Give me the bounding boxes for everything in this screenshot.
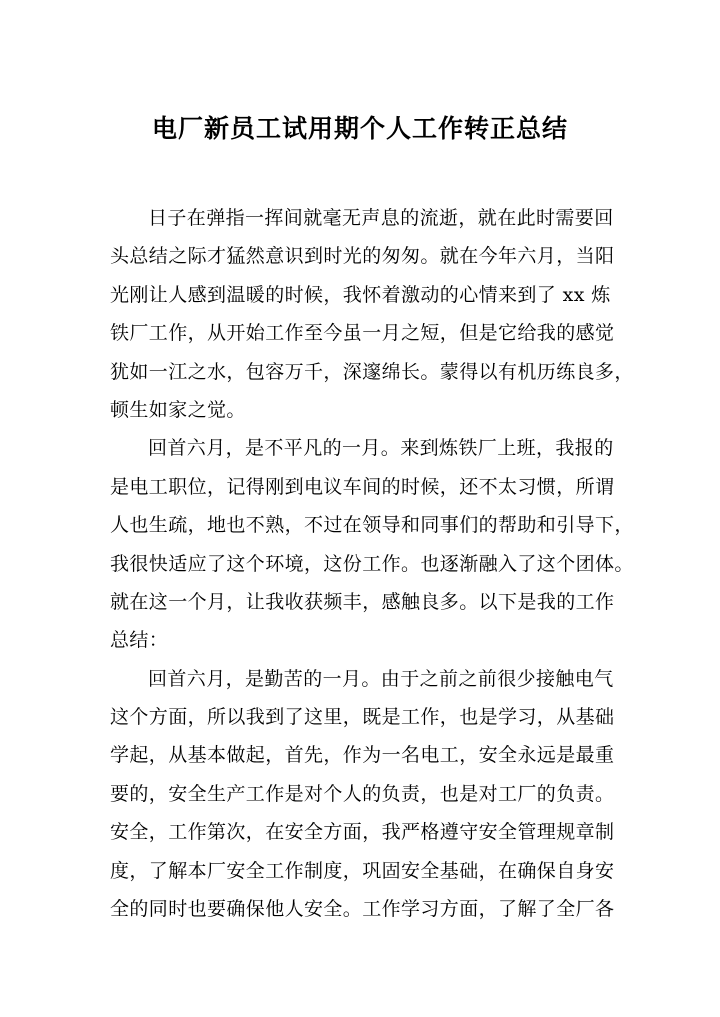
- paragraph-3-line: 全的同时也要确保他人安全。工作学习方面，了解了全厂各: [110, 898, 615, 921]
- paragraph-3-line: 学起，从基本做起，首先，作为一名电工，安全永远是最重: [110, 744, 615, 767]
- paragraph-2-line: 就在这一个月，让我收获频丰，感触良多。以下是我的工作: [110, 590, 615, 613]
- document-body: [110, 199, 634, 928]
- paragraph-2-line: 回首六月，是不平凡的一月。来到炼铁厂上班，我报的: [148, 437, 614, 460]
- paragraph-2-line: 是电工职位，记得刚到电议车间的时候，还不太习惯，所谓: [110, 475, 615, 498]
- document-title: 电厂新员工试用期个人工作转正总结: [151, 114, 568, 143]
- paragraph-2-line: 人也生疏，地也不熟，不过在领导和同事们的帮助和引导下，: [110, 514, 634, 537]
- paragraph-2-line: 我很快适应了这个环境，这份工作。也逐渐融入了这个团体。: [110, 552, 634, 575]
- paragraph-1-line: 顿生如家之觉。: [110, 398, 246, 421]
- paragraph-3-line: 安全，工作第次，在安全方面，我严格遵守安全管理规章制: [110, 821, 615, 844]
- paragraph-3-line: 回首六月，是勤苦的一月。由于之前之前很少接触电气: [148, 667, 614, 690]
- paragraph-3-line: 要的，安全生产工作是对个人的负责，也是对工厂的负责。: [110, 782, 615, 805]
- paragraph-3-line: 这个方面，所以我到了这里，既是工作，也是学习，从基础: [110, 706, 615, 729]
- paragraph-3-line: 度，了解本厂安全工作制度，巩固安全基础，在确保自身安: [110, 859, 615, 882]
- paragraph-1-line: 日子在弹指一挥间就毫无声息的流逝，就在此时需要回: [148, 207, 614, 229]
- paragraph-1-line: 铁厂工作，从开始工作至今虽一月之短，但是它给我的感觉: [110, 322, 615, 345]
- paragraph-1-line: 光刚让人感到温暖的时候，我怀着激动的心情来到了 xx 炼: [110, 283, 611, 306]
- paragraph-1-line: 头总结之际才猛然意识到时光的匆匆。就在今年六月，当阳: [110, 245, 615, 268]
- paragraph-2-line: 总结：: [110, 629, 169, 652]
- paragraph-1-line: 犹如一江之水，包容万千，深邃绵长。蒙得以有机历练良多，: [110, 360, 634, 383]
